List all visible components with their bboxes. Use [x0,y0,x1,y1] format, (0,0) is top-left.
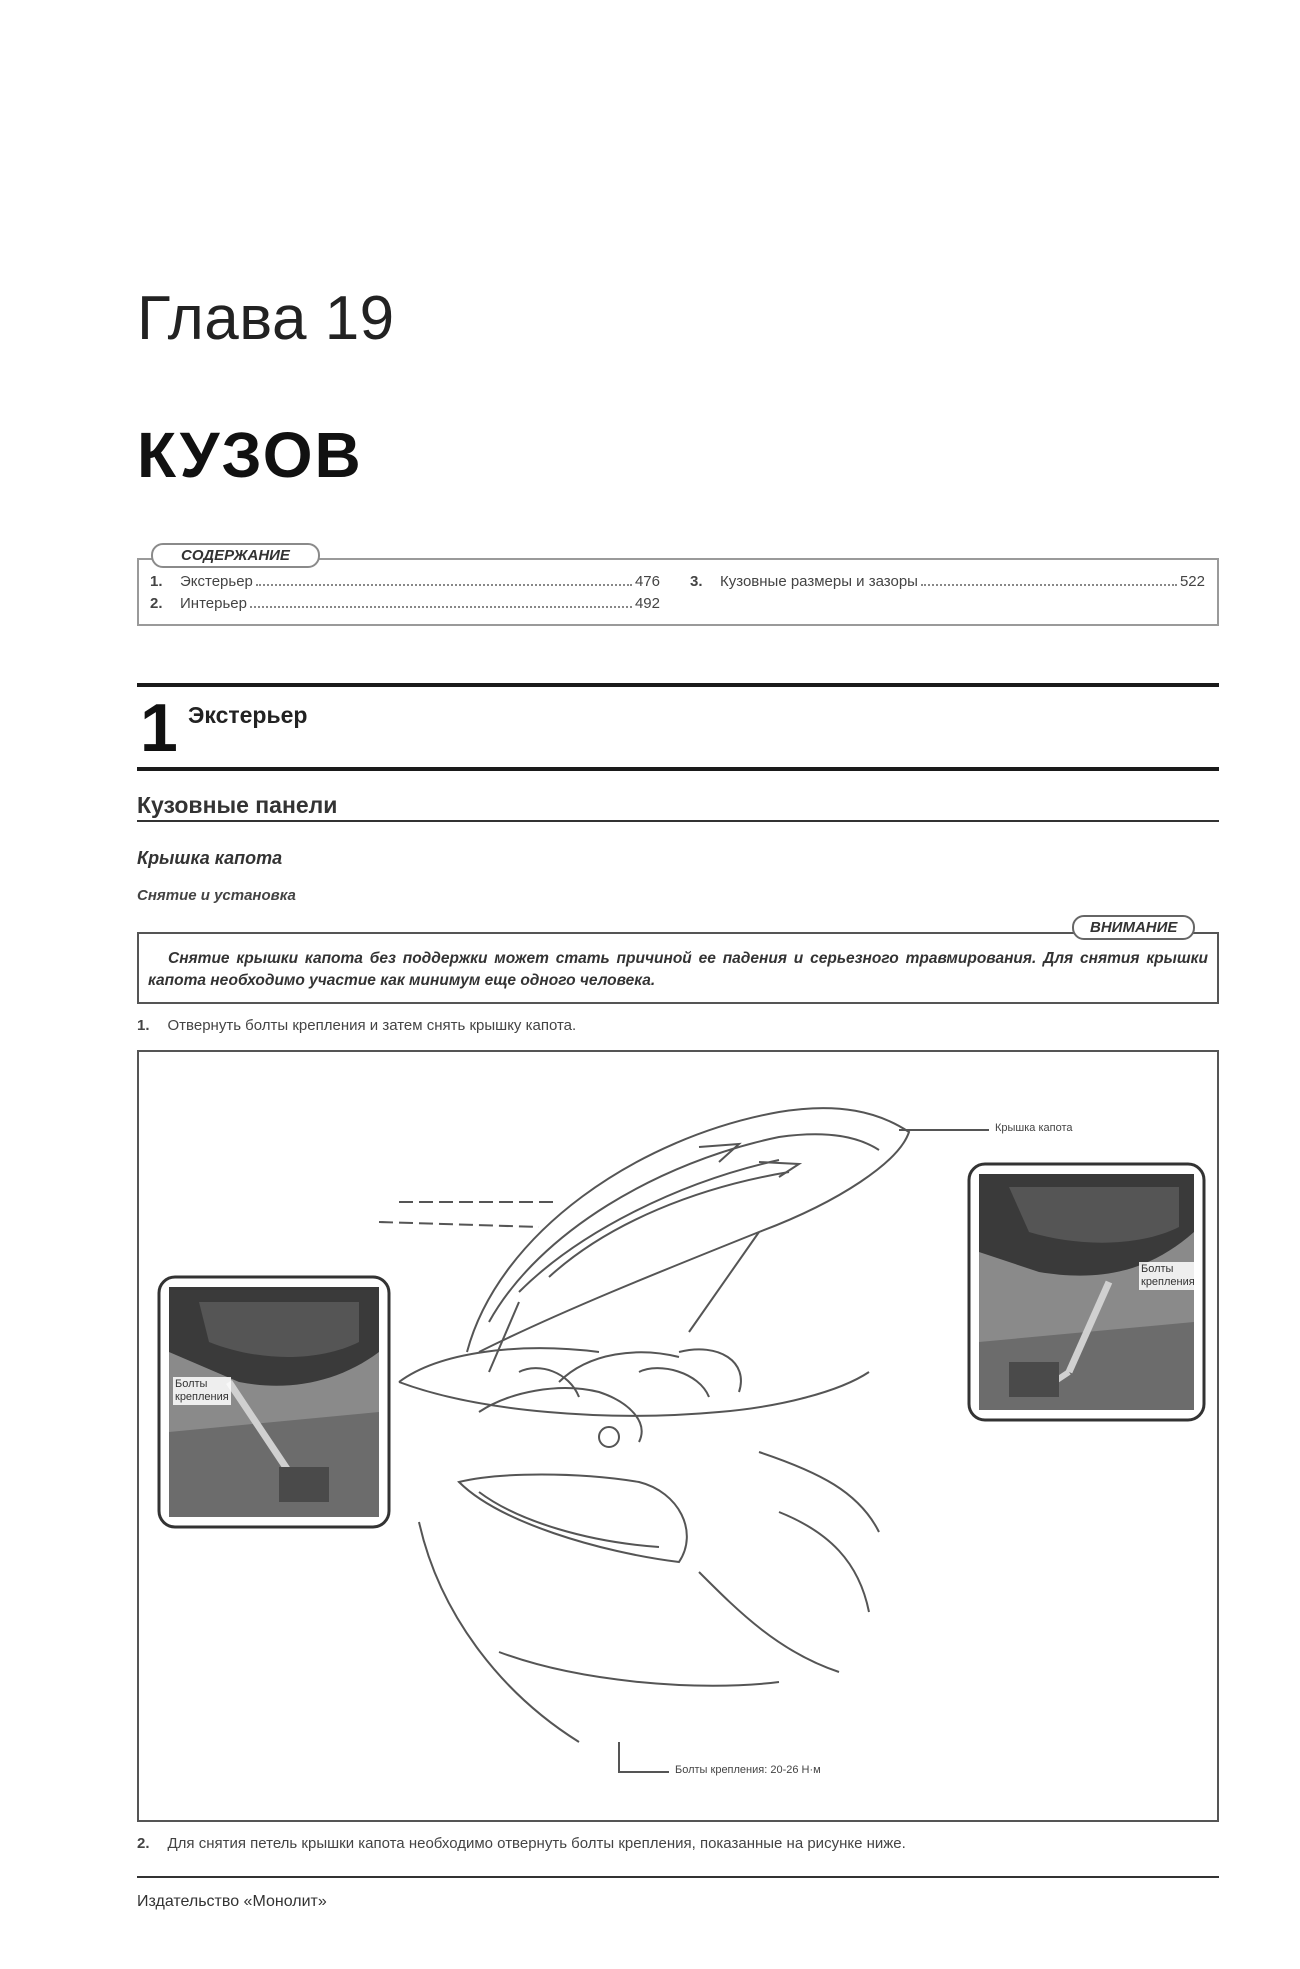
step-number: 2. [137,1835,150,1852]
toc-item-number: 3. [690,573,703,590]
toc-item-1[interactable] [150,573,660,590]
body-line-right-2 [779,1512,869,1612]
toc-item-number: 1. [150,573,163,590]
subsection-title: Кузовные панели [137,792,338,818]
hood-rib-1 [519,1160,779,1292]
fender-left [399,1348,599,1382]
toc-dots [921,584,1177,586]
toc-item-page: 522 [1179,573,1205,590]
step-text: Отвернуть болты крепления и затем снять крышку капота. [167,1017,577,1034]
callout-hood: Крышка капота [995,1122,1073,1134]
callout-bolts-right: Болты крепления [1141,1263,1195,1288]
headlight-outline [459,1475,687,1563]
callout-torque: Болты крепления: 20-26 Н·м [675,1764,821,1776]
body-line-right [759,1452,879,1532]
subsection-rule [137,820,1219,822]
toc-tab: СОДЕРЖАНИЕ [151,543,320,568]
engine-cap [599,1427,619,1447]
section-number: 1 [140,690,178,766]
hood-inner-edge [489,1134,879,1322]
bumper-line-2 [699,1572,839,1672]
toc-item-number: 2. [150,595,163,612]
inset-photo-right [969,1164,1204,1420]
toc-item-title: Экстерьер [180,573,253,590]
warning-text: Снятие крышки капота без поддержки может стать причиной ее падения и серьезного травмирования. Для снятия крышки капота необходимо участие как минимум еще одного человека. [148,950,1208,989]
toc-item-page: 492 [634,595,660,612]
chapter-title: КУЗОВ [137,419,363,491]
hood-figure [137,1050,1219,1822]
section-top-rule [137,683,1219,687]
engine-bay-front [399,1372,869,1416]
footer-rule [137,1876,1219,1878]
sub-subsection-title: Крышка капота [137,848,283,868]
toc-dots [250,606,632,608]
procedure-title: Снятие и установка [137,887,296,904]
footer-publisher: Издательство «Монолит» [137,1893,327,1910]
toc-item-2[interactable] [150,595,660,612]
step-2 [137,1835,906,1852]
hood-illustration [139,1052,1217,1820]
side-line-2 [379,1222,539,1227]
section-bottom-rule [137,767,1219,771]
chapter-label: Глава 19 [137,284,395,353]
bumper-line-1 [419,1522,579,1742]
engine-part-2 [559,1352,679,1382]
step-1 [137,1017,576,1034]
toc-item-title: Кузовные размеры и зазоры [720,573,918,590]
hood-outer-edge [467,1108,909,1352]
grille-line [499,1652,779,1686]
step-text: Для снятия петель крышки капота необходимо отвернуть болты крепления, показанные на рисунке ниже. [167,1835,906,1852]
hood-rib-2 [549,1172,789,1277]
toc-dots [256,584,632,586]
warning-tab: ВНИМАНИЕ [1072,915,1195,940]
step-number: 1. [137,1017,150,1034]
callout-line-torque [619,1742,669,1772]
section-title: Экстерьер [188,702,308,728]
toc-item-3[interactable] [690,573,1205,590]
engine-part-5 [639,1368,709,1397]
toc-box [137,558,1219,626]
toc-item-title: Интерьер [180,595,247,612]
toc-item-page: 476 [634,573,660,590]
engine-part-3 [679,1349,741,1392]
callout-bolts-left: Болты крепления [175,1378,229,1403]
